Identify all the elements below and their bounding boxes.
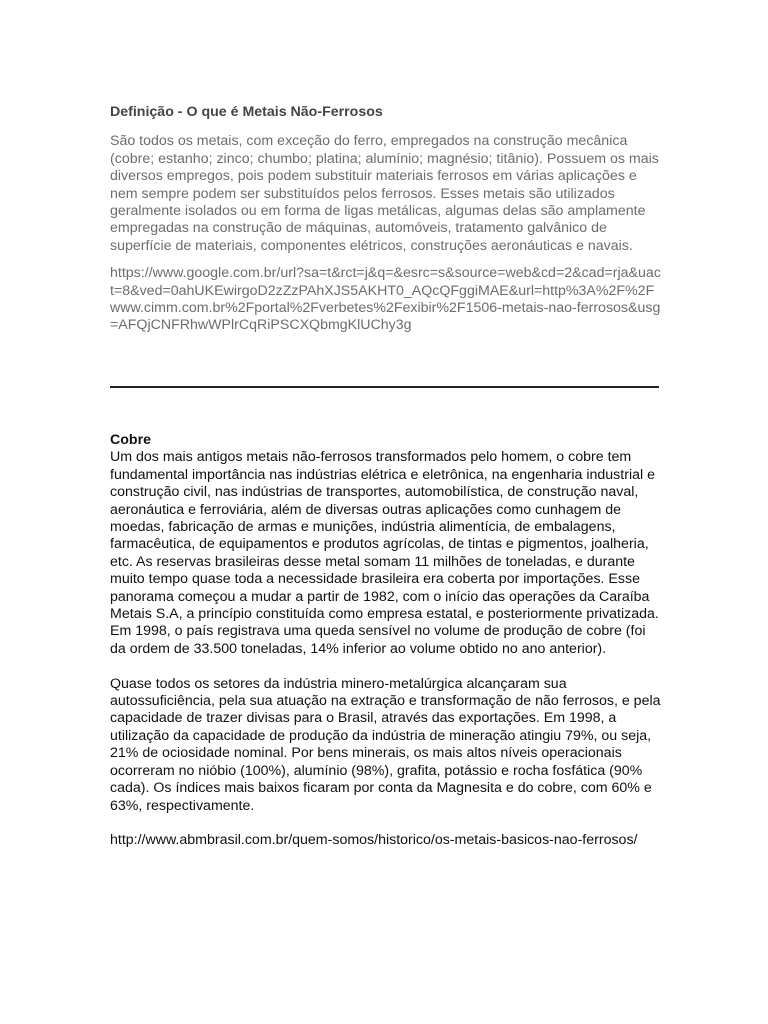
copper-paragraph-2: Quase todos os setores da indústria minero-metalúrgica alcançaram sua autossuficiência, pela sua atuação na extração e transformação de não ferrosos, e pela capacidade de trazer divisas para o Brasil, através das exportações. Em 1998, a utilização da capacidade de produção da indústria de mineração atingiu 79%, ou seja, 21% de ociosidade nominal. Por bens minerais, os mais altos níveis operacionais ocorreram no nióbio (100%), alumínio (98%), grafita, potássio e rocha fosfática (90% cada). Os índices mais baixos ficaram por conta da Magnesita e do cobre, com 60% e 63%, respectivamente.	[110, 675, 661, 814]
copper-heading: Cobre	[110, 432, 151, 448]
definition-paragraph: São todos os metais, com exceção do ferro, empregados na construção mecânica (cobre; estanho; zinco; chumbo; platina; alumínio; magnésio; titânio). Possuem os mais diversos empregos, pois podem substituir materiais ferrosos em várias aplicações e nem sempre podem ser substituídos pelos ferrosos. Esses metais são utilizados geralmente isolados ou em forma de ligas metálicas, algumas delas são amplamente empregadas na construção de máquinas, automóveis, tratamento galvânico de superfície de materiais, componentes elétricos, construções aeronáuticas e navais.	[110, 133, 659, 254]
source-link-abm[interactable]: http://www.abmbrasil.com.br/quem-somos/historico/os-metais-basicos-nao-ferrosos/	[110, 832, 638, 849]
source-link-google[interactable]: https://www.google.com.br/url?sa=t&rct=j&q=&esrc=s&source=web&cd=2&cad=rja&uact=8&ved=0ahUKEwirgoD2zZzPAhXJS5AKHT0_AQcQFggiMAE&url=http%3A%2F%2Fwww.cimm.com.br%2Fportal%2Fverbetes%2Fexibir%2F1506-metais-nao-ferrosos&usg=AFQjCNFRhwWPlrCqRiPSCXQbmgKlUChy3g	[110, 265, 661, 334]
copper-section	[110, 432, 662, 850]
section-divider	[110, 386, 659, 388]
definition-section	[110, 104, 662, 335]
copper-paragraph-1: Um dos mais antigos metais não-ferrosos transformados pelo homem, o cobre tem fundamental importância nas indústrias elétrica e eletrônica, na engenharia industrial e construção civil, nas indústrias de transportes, automobilística, de construção naval, aeronáutica e ferroviária, além de diversas outras aplicações como cunhagem de moedas, fabricação de armas e munições, indústria alimentícia, de embalagens, farmacêutica, de equipamentos e produtos agrícolas, de tintas e pigmentos, joalheria, etc. As reservas brasileiras desse metal somam 11 milhões de toneladas, e durante muito tempo quase toda a necessidade brasileira era coberta por importações. Esse panorama começou a mudar a partir de 1982, com o início das operações da Caraíba Metais S.A, a princípio constituída como empresa estatal, e posteriormente privatizada. Em 1998, o país registrava uma queda sensível no volume de produção de cobre (foi da ordem de 33.500 toneladas, 14% inferior ao volume obtido no ano anterior).	[110, 449, 659, 657]
definition-heading: Definição - O que é Metais Não-Ferrosos	[110, 104, 383, 120]
